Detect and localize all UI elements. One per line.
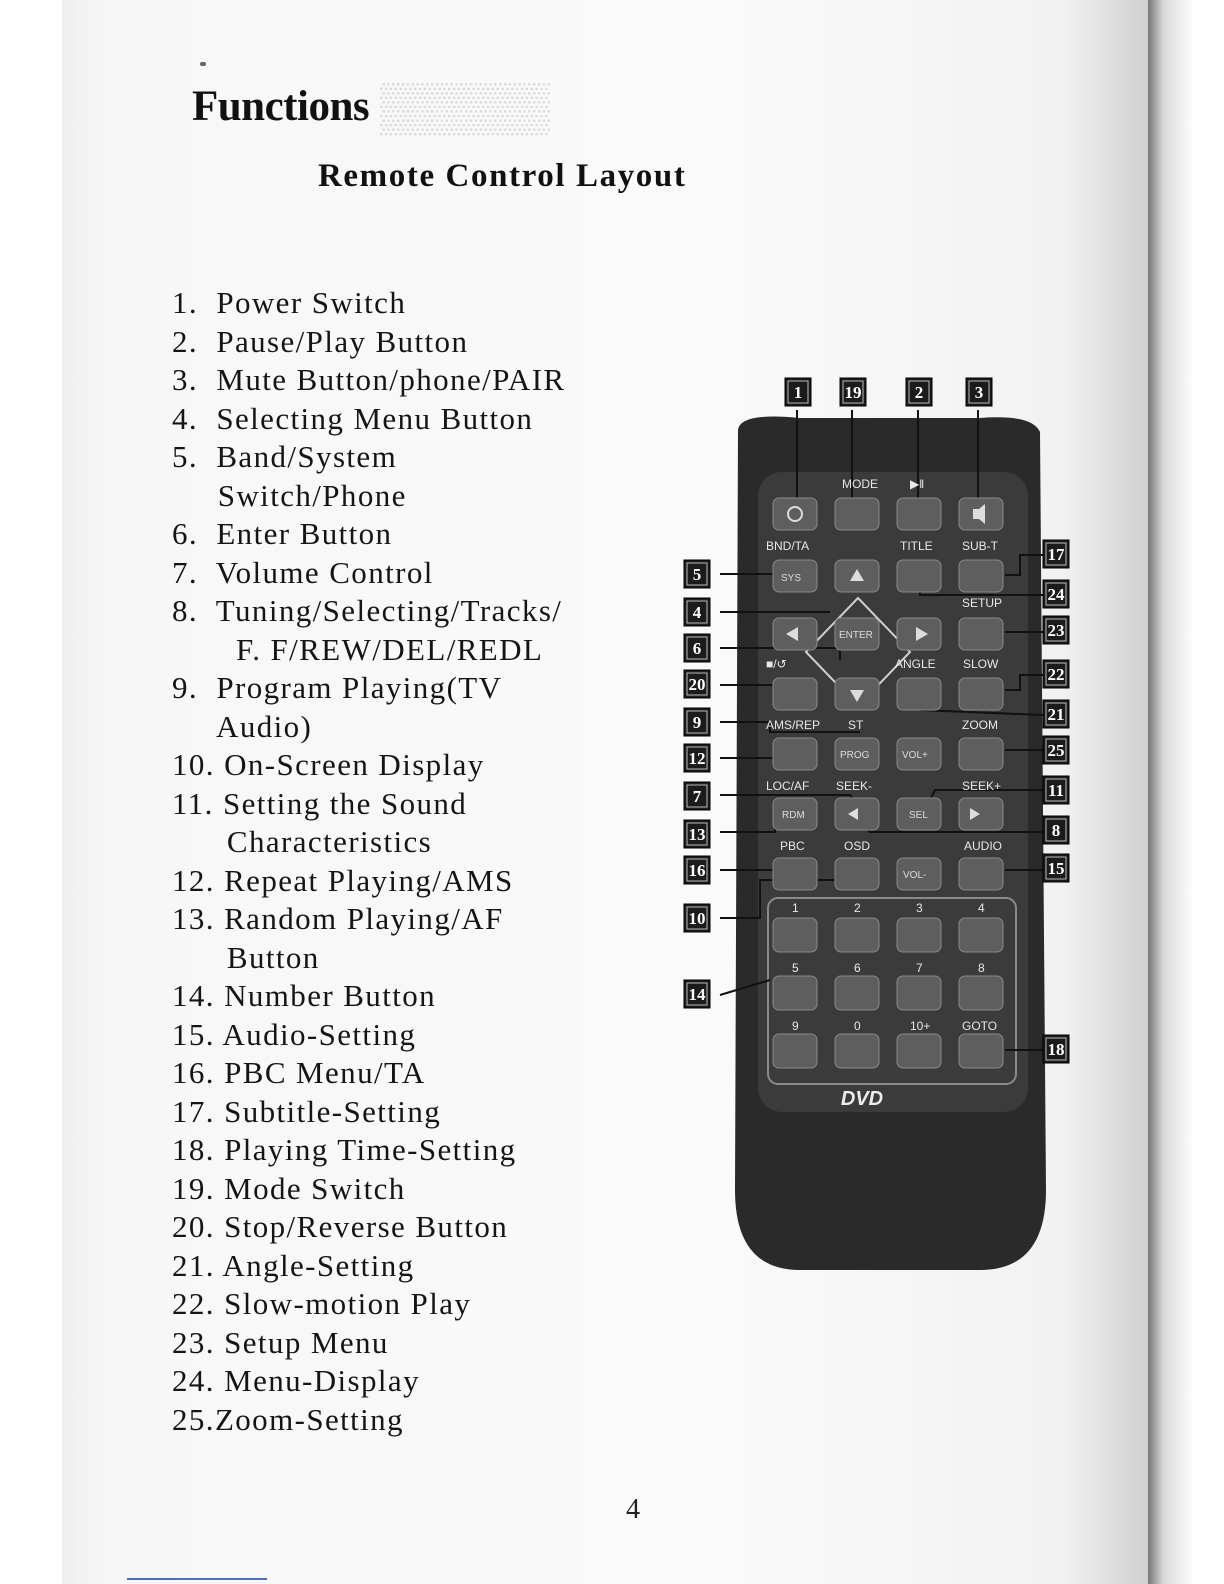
callout-tag-24 (1043, 580, 1069, 608)
function-item: 12. Repeat Playing/AMS (172, 862, 514, 898)
function-item: 6. Enter Button (172, 516, 393, 551)
callout-number: 6 (692, 639, 702, 658)
play-pause-label: ▶ǁ (910, 477, 925, 491)
num-9-label: 9 (792, 1019, 799, 1033)
callout-tag-16 (684, 856, 710, 884)
function-item: 11. Setting the Sound (172, 785, 468, 821)
callout-tag-18 (1043, 1035, 1069, 1063)
num-7-label: 7 (916, 961, 923, 975)
callout-tag-7 (684, 782, 710, 810)
callout-tag-2 (906, 378, 932, 406)
angle-label: ANGLE (895, 657, 936, 671)
callout-number: 8 (1051, 821, 1061, 840)
callout-tag-9 (684, 708, 710, 736)
function-item: 21. Angle-Setting (172, 1247, 415, 1283)
callout-tag-21 (1043, 700, 1069, 728)
title-label: TITLE (900, 539, 933, 553)
vol-plus-button-text: VOL+ (902, 750, 928, 761)
audio-label: AUDIO (964, 839, 1003, 853)
function-item: 5. Band/System (172, 439, 398, 474)
callout-number: 20 (688, 675, 706, 694)
function-item: 10. On-Screen Display (172, 747, 485, 782)
bnd-ta-label: BND/TA (766, 539, 810, 553)
setup-button[interactable] (959, 618, 1003, 650)
function-item: Switch/Phone (172, 477, 407, 513)
mode-label: MODE (842, 477, 878, 491)
function-item: 16. PBC Menu/TA (172, 1055, 426, 1090)
seek-plus-label: SEEK+ (962, 779, 1002, 793)
number-5-button[interactable] (773, 976, 817, 1010)
page-edge-shadow (1148, 0, 1224, 1584)
callout-tag-12 (684, 744, 710, 772)
page-number: 4 (626, 1494, 640, 1525)
power-button[interactable] (773, 498, 817, 530)
callout-tag-4 (684, 598, 710, 626)
callout-number: 5 (692, 565, 702, 584)
callout-tag-25 (1043, 736, 1069, 764)
callout-number: 25 (1047, 741, 1065, 760)
callout-number: 19 (844, 383, 862, 402)
zoom-label: ZOOM (962, 718, 998, 732)
callout-number: 14 (688, 985, 706, 1004)
pbc-button[interactable] (773, 858, 817, 890)
callout-tag-14 (684, 980, 710, 1008)
ams-rep-button[interactable] (773, 738, 817, 770)
callout-tag-1 (785, 378, 811, 406)
function-item: 20. Stop/Reverse Button (172, 1209, 509, 1244)
audio-button[interactable] (959, 858, 1003, 890)
goto-label: GOTO (962, 1019, 998, 1033)
number-3-button[interactable] (897, 918, 941, 952)
function-item: 8. Tuning/Selecting/Tracks/ (172, 593, 563, 628)
section-subtitle: Remote Control Layout (318, 158, 687, 194)
sel-button-text: SEL (909, 810, 928, 821)
enter-button-text: ENTER (839, 630, 873, 641)
sub-t-label: SUB-T (962, 539, 998, 553)
function-item: 25.Zoom-Setting (172, 1401, 404, 1437)
osd-button[interactable] (835, 858, 879, 890)
bleed-through-heading: ▒▒▒▒▒ (380, 81, 551, 134)
callout-number: 13 (688, 825, 706, 844)
seek-minus-label: SEEK- (836, 779, 873, 793)
stop-reverse-label: ■/↺ (766, 657, 787, 671)
function-item: 7. Volume Control (172, 554, 434, 590)
function-item: 18. Playing Time-Setting (172, 1132, 517, 1167)
number-2-button[interactable] (835, 918, 879, 952)
sub-t-button[interactable] (959, 560, 1003, 592)
function-item: 19. Mode Switch (172, 1170, 406, 1206)
function-item: Characteristics (172, 824, 433, 859)
function-item: 2. Pause/Play Button (172, 323, 469, 359)
number-8-button[interactable] (959, 976, 1003, 1010)
callout-number: 4 (692, 603, 702, 622)
callout-tag-13 (684, 820, 710, 848)
dvd-logo: DVD (840, 1088, 884, 1110)
callout-tag-11 (1043, 776, 1069, 804)
loc-af-label: LOC/AF (766, 779, 810, 793)
callout-tag-3 (966, 378, 992, 406)
page-title: Functions (192, 83, 370, 130)
callout-tag-20 (684, 670, 710, 698)
function-item: 14. Number Button (172, 978, 437, 1013)
vol-minus-button-text: VOL- (903, 870, 927, 881)
mode-button[interactable] (835, 498, 879, 530)
title-button[interactable] (897, 560, 941, 592)
num-3-label: 3 (916, 901, 923, 915)
callout-number: 23 (1047, 621, 1065, 640)
number-4-button[interactable] (959, 918, 1003, 952)
number-1-button[interactable] (773, 918, 817, 952)
callout-tag-23 (1043, 616, 1069, 644)
ink-dot (200, 62, 206, 66)
callout-number: 9 (692, 713, 702, 732)
page-bottom-rule (127, 1578, 267, 1580)
callout-number: 12 (688, 749, 706, 768)
function-item: Audio) (172, 708, 313, 744)
function-item: 22. Slow-motion Play (172, 1286, 472, 1321)
play-pause-button[interactable] (897, 498, 941, 530)
num-1-label: 1 (792, 901, 799, 915)
callout-tag-15 (1043, 854, 1069, 882)
zoom-button[interactable] (959, 738, 1003, 770)
seek-plus-button[interactable] (959, 798, 1003, 830)
num-10-label: 10+ (910, 1019, 931, 1033)
function-item: 17. Subtitle-Setting (172, 1093, 442, 1129)
callout-tag-6 (684, 634, 710, 662)
function-item: 15. Audio-Setting (172, 1016, 417, 1052)
callout-number: 21 (1047, 705, 1065, 724)
function-item: 24. Menu-Display (172, 1363, 420, 1398)
function-item: 23. Setup Menu (172, 1324, 389, 1360)
function-item: 1. Power Switch (172, 285, 407, 320)
callout-tag-8 (1043, 816, 1069, 844)
goto-button[interactable] (959, 1034, 1003, 1068)
function-item: F. F/REW/DEL/REDL (172, 631, 544, 667)
callout-number: 7 (692, 787, 702, 806)
prog-button-text: PROG (840, 750, 870, 761)
function-list (172, 284, 566, 1439)
callout-tag-22 (1043, 660, 1069, 688)
rdm-button-text: RDM (782, 810, 805, 821)
callout-number: 11 (1047, 781, 1065, 800)
num-0-label: 0 (854, 1019, 861, 1033)
slow-label: SLOW (963, 657, 999, 671)
callout-tag-19 (840, 378, 866, 406)
sys-button-text: SYS (781, 573, 802, 584)
num-4-label: 4 (978, 901, 985, 915)
callout-number: 1 (793, 383, 803, 402)
function-item: 4. Selecting Menu Button (172, 400, 534, 436)
callout-tag-5 (684, 560, 710, 588)
number-6-button[interactable] (835, 976, 879, 1010)
callout-number: 10 (688, 909, 706, 928)
function-item: 3. Mute Button/phone/PAIR (172, 362, 566, 397)
num-5-label: 5 (792, 961, 799, 975)
pbc-label: PBC (780, 839, 805, 853)
callout-number: 18 (1047, 1040, 1065, 1059)
num-8-label: 8 (978, 961, 985, 975)
callout-number: 15 (1047, 859, 1065, 878)
number-7-button[interactable] (897, 976, 941, 1010)
stop-reverse-button[interactable] (773, 678, 817, 710)
callout-number: 16 (688, 861, 706, 880)
callout-number: 17 (1047, 545, 1065, 564)
remote-control-diagram (680, 370, 1100, 1290)
function-item: 9. Program Playing(TV (172, 670, 503, 705)
num-2-label: 2 (854, 901, 861, 915)
slow-button[interactable] (959, 678, 1003, 710)
angle-button[interactable] (897, 678, 941, 710)
callout-tag-17 (1043, 540, 1069, 568)
callout-number: 24 (1047, 585, 1065, 604)
callout-tag-10 (684, 904, 710, 932)
callout-number: 2 (914, 383, 924, 402)
remote-svg (680, 370, 1100, 1290)
function-item: 13. Random Playing/AF (172, 901, 504, 936)
number-0-button[interactable] (835, 1034, 879, 1068)
num-6-label: 6 (854, 961, 861, 975)
setup-label: SETUP (962, 596, 1003, 610)
number-9-button[interactable] (773, 1034, 817, 1068)
callout-number: 3 (974, 383, 984, 402)
osd-label: OSD (844, 839, 871, 853)
callout-number: 22 (1047, 665, 1065, 684)
function-item: Button (172, 939, 320, 975)
st-label: ST (848, 718, 864, 732)
ams-rep-label: AMS/REP (766, 718, 821, 732)
number-10-plus-button[interactable] (897, 1034, 941, 1068)
